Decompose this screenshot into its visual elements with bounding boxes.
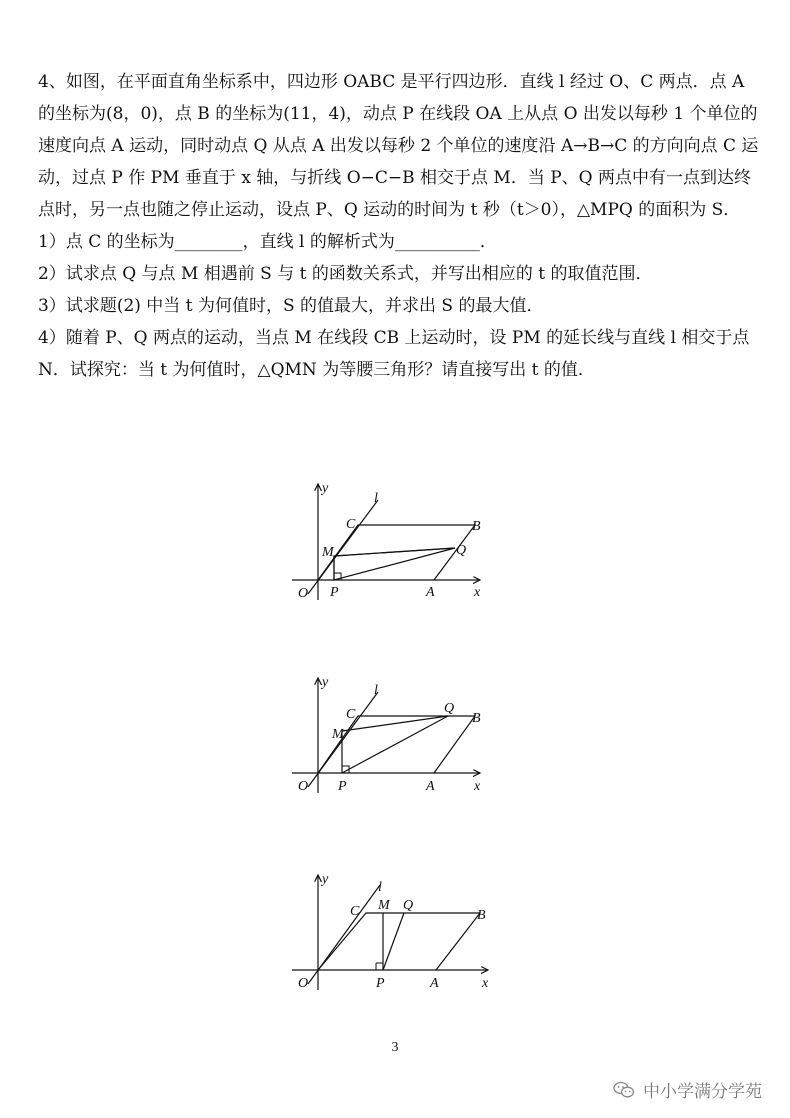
label-c: C	[346, 707, 356, 722]
label-p: P	[376, 976, 385, 991]
label-q: Q	[403, 898, 414, 913]
page-number: 3	[391, 1040, 399, 1055]
label-b: B	[472, 519, 481, 534]
figure-3-diagram	[280, 865, 500, 1005]
label-c: C	[350, 904, 360, 919]
label-x: x	[482, 976, 489, 991]
figure-1	[280, 470, 500, 610]
label-m: M	[378, 898, 390, 913]
label-q: Q	[444, 701, 455, 716]
label-b: B	[477, 908, 486, 923]
question-4: 4）随着 P、Q 两点的运动，当点 M 在线段 CB 上运动时，设 PM 的延长线与直线 l 相交于点 N．试探究：当 t 为何值时，△QMN 为等腰三角形？请直接写出 t 的值．	[38, 328, 750, 380]
label-a: A	[426, 779, 435, 794]
pq-segment	[342, 716, 448, 773]
mq-segment	[342, 716, 448, 731]
label-x: x	[474, 585, 481, 600]
label-l: l	[378, 880, 382, 895]
question-1: 1）点 C 的坐标为________，直线 l 的解析式为__________．	[38, 232, 497, 252]
label-q: Q	[456, 543, 467, 558]
label-l: l	[374, 683, 378, 698]
problem-statement: 4、如图，在平面直角坐标系中，四边形 OABC 是平行四边形．直线 l 经过 O、C 两点．点 A 的坐标为(8，0)，点 B 的坐标为(11，4)，动点 P 在线段 OA 上从点 O 出发以每秒 1 个单位的速度向点 A 运动，同时动点 Q 从点 A 出发以每秒 2 个单位的速度沿 A→B→C 的方向向点 C 运动，过点 P 作 PM 垂直于 x 轴，与折线 O−C−B 相交于点 M．当 P、Q 两点中有一点到达终点时，另一点也随之停止运动，设点 P、Q 运动的时间为 t 秒（t＞0），△MPQ 的面积为 S．	[38, 72, 759, 220]
parallelogram	[318, 525, 475, 580]
label-c: C	[346, 517, 356, 532]
label-a: A	[426, 585, 435, 600]
watermark	[613, 1077, 762, 1102]
label-p: P	[330, 585, 339, 600]
figure-2	[280, 668, 500, 808]
label-o: O	[298, 586, 309, 601]
label-b: B	[472, 711, 481, 726]
question-2: 2）试求点 Q 与点 M 相遇前 S 与 t 的函数关系式，并写出相应的 t 的取值范围．	[38, 264, 653, 284]
figure-3	[280, 865, 500, 1005]
problem-text	[38, 66, 760, 386]
figure-1-diagram	[280, 470, 500, 610]
wechat-icon	[613, 1081, 635, 1099]
mq-segment	[334, 548, 455, 556]
pq-segment	[383, 913, 404, 970]
question-3: 3）试求题(2) 中当 t 为何值时，S 的值最大，并求出 S 的最大值．	[38, 296, 544, 316]
label-m: M	[332, 727, 344, 742]
watermark-text: 中小学满分学苑	[643, 1082, 762, 1102]
label-l: l	[374, 491, 378, 506]
label-y: y	[322, 481, 329, 496]
label-a: A	[430, 976, 439, 991]
label-x: x	[474, 779, 481, 794]
label-m: M	[322, 545, 334, 560]
figure-2-diagram	[280, 668, 500, 808]
label-y: y	[322, 872, 329, 887]
label-y: y	[322, 675, 329, 690]
label-o: O	[298, 779, 309, 794]
label-p: P	[338, 779, 347, 794]
label-o: O	[298, 976, 309, 991]
parallelogram	[318, 913, 480, 970]
